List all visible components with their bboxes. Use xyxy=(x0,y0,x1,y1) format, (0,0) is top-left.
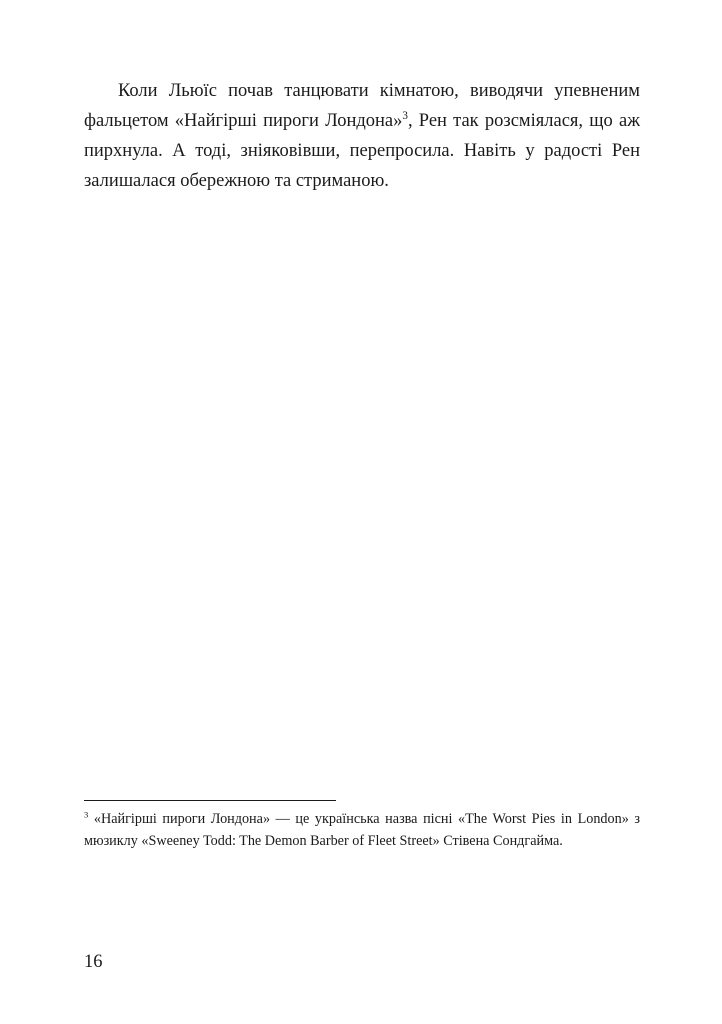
footnote-marker: 3 xyxy=(84,809,89,820)
footnote-reference[interactable]: 3 xyxy=(402,109,408,122)
paragraph-text-part1: Коли Льюїс почав танцювати кімнатою, виводячи упевненим фальцетом «Найгірші пироги Лондона» xyxy=(84,81,640,131)
body-paragraph xyxy=(84,76,640,196)
paragraph-text-part2: , Рен так розсміялася, що аж пирхнула. А тоді, зніяковівши, перепросила. Навіть у радості Рен залишалася обережною та стриманою. xyxy=(84,111,640,191)
footnote xyxy=(84,808,640,852)
page-number: 16 xyxy=(84,952,103,972)
footnote-divider xyxy=(84,800,336,801)
footnote-text: «Найгірші пироги Лондона» — це українська назва пісні «The Worst Pies in London» з мюзиклу «Sweeney Todd: The Demon Barber of Fleet Street» Стівена Сондгайма. xyxy=(84,811,640,849)
